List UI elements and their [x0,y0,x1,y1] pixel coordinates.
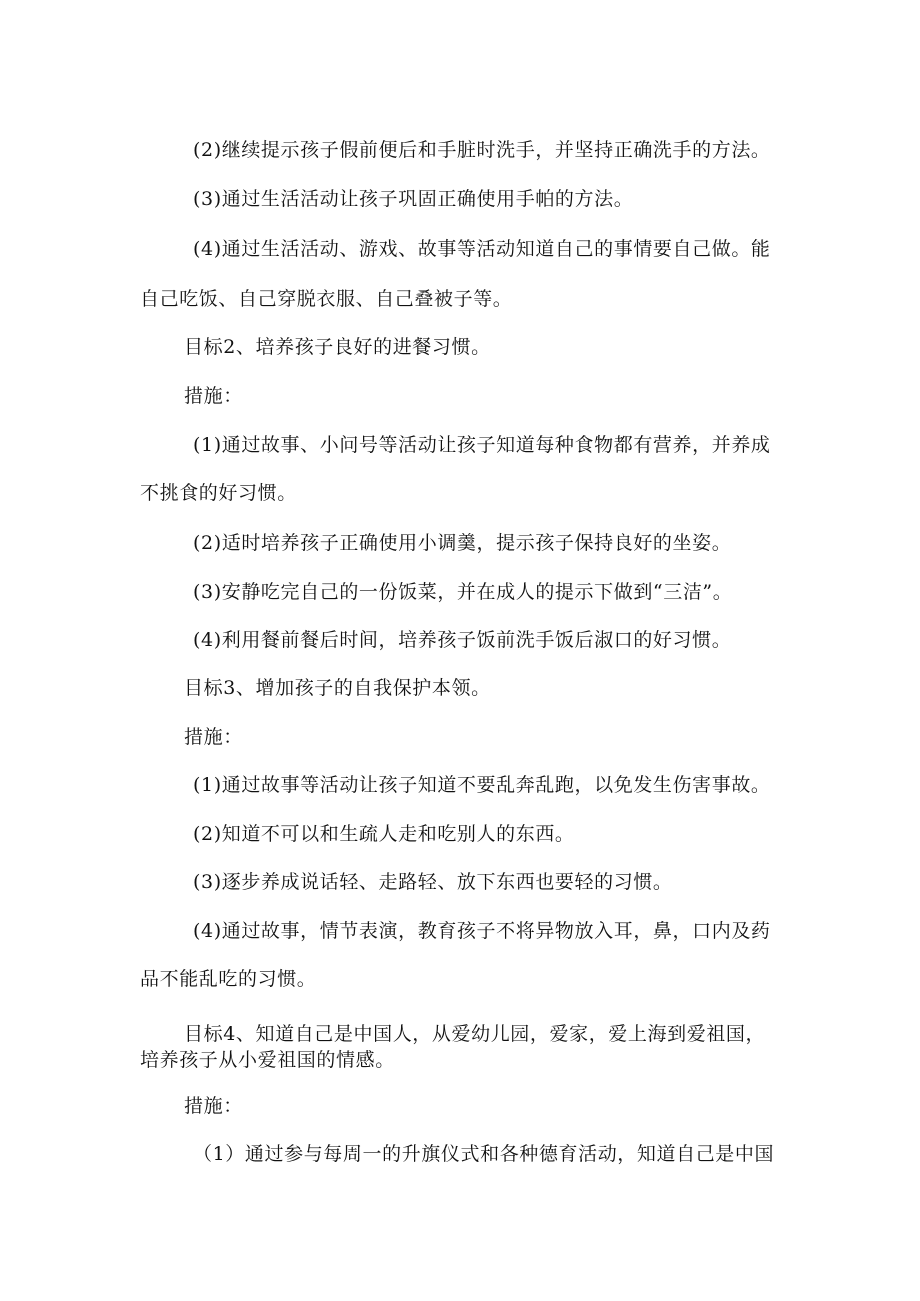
measure-line-2-handwashing: (2)继续提示孩子假前便后和手脏时洗手，并坚持正确洗手的方法。 [193,139,771,161]
measure-line-3-quiet: (3)逐步养成说话轻、走路轻、放下东西也要轻的习惯。 [193,871,673,893]
measure-line-4-foreign-objects: (4)通过故事，情节表演，教育孩子不将异物放入耳，鼻，口内及药 [193,920,771,942]
measure-line-1-safety: (1)通过故事等活动让孩子知道不要乱奔乱跑，以免发生伤害事故。 [193,774,771,796]
measure-line-4-continued: 自己吃饭、自己穿脱衣服、自己叠被子等。 [140,288,513,310]
goal-2-heading: 目标2、培养孩子良好的进餐习惯。 [184,336,491,358]
measure-line-4-mealtime: (4)利用餐前餐后时间，培养孩子饭前洗手饭后淑口的好习惯。 [193,629,732,651]
measures-label-1: 措施： [184,385,243,407]
measure-line-3-meal: (3)安静吃完自己的一份饭菜，并在成人的提示下做到“三洁”。 [193,581,733,603]
measure-line-4-continued-2: 品不能乱吃的习惯。 [140,968,317,990]
measures-label-2: 措施： [184,726,243,748]
measure-line-2-spoon: (2)适时培养孩子正确使用小调羹，提示孩子保持良好的坐姿。 [193,532,732,554]
measure-line-4-self-care: (4)通过生活活动、游戏、故事等活动知道自己的事情要自己做。能 [193,238,771,260]
goal-4-heading-continued: 培养孩子从小爱祖国的情感。 [140,1049,395,1071]
measure-line-3-handkerchief: (3)通过生活活动让孩子巩固正确使用手帕的方法。 [193,188,634,210]
goal-3-heading: 目标3、增加孩子的自我保护本领。 [184,677,491,699]
measure-line-1-continued: 不挑食的好习惯。 [140,482,297,504]
measure-line-1-nutrition: (1)通过故事、小问号等活动让孩子知道每种食物都有营养，并养成 [193,434,771,456]
measure-line-1-flag-ceremony: （1）通过参与每周一的升旗仪式和各种德育活动，知道自己是中国 [193,1143,775,1165]
goal-4-heading: 目标4、知道自己是中国人，从爱幼儿园，爱家，爱上海到爱祖国， [184,1023,766,1045]
measure-line-2-strangers: (2)知道不可以和生疏人走和吃别人的东西。 [193,823,575,845]
measures-label-3: 措施： [184,1095,243,1117]
